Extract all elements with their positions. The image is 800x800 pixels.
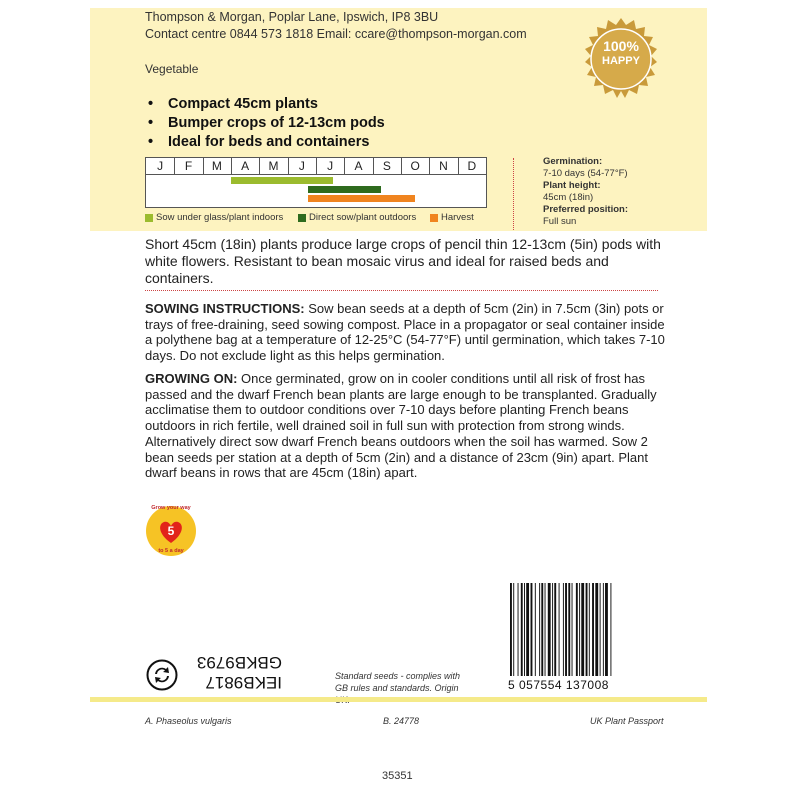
calendar-month: A — [241, 159, 250, 173]
species-name: A. Phaseolus vulgaris — [145, 716, 232, 726]
five-bottom-text: to 5 a day — [158, 548, 184, 554]
five-top-text: Grow your way — [151, 505, 191, 511]
calendar-month: O — [410, 159, 420, 173]
growing-text: Once germinated, grow on in cooler conditions until all risk of frost has passed and the dwarf French bean plants are large enough to be transplanted. Gradually acclimatise them to outdoor conditions over 7-10 days before planting French beans outdoors in rich fertile, well drained soil in full sun with protection from strong winds. Alternatively direct sow dwarf French beans outdoors when the soil has warmed. Sow 2 bean seeds per station at a depth of 5cm (2in) and a distance of 23cm (9in) apart. Plant dwarf beans in rows that are 45cm (18in) apart. — [145, 371, 657, 481]
calendar-month: M — [211, 159, 222, 173]
legend-item-harvest: Harvest — [430, 212, 474, 223]
recycle-icon — [146, 659, 178, 691]
height-label: Plant height: — [543, 180, 601, 191]
five-number: 5 — [167, 524, 175, 538]
position-value: Full sun — [543, 216, 577, 227]
germination-value: 7-10 days (54-77°F) — [543, 168, 628, 179]
happy-badge — [578, 18, 664, 104]
calendar-month: N — [439, 159, 448, 173]
legend-item-sow-outdoors: Direct sow/plant outdoors — [298, 212, 416, 223]
sowing-heading: SOWING INSTRUCTIONS: — [145, 301, 305, 316]
sowing-calendar — [145, 157, 487, 208]
calendar-month: J — [157, 159, 164, 173]
product-code-1: IEKB9817 — [205, 673, 282, 692]
feature-item: • Compact 45cm plants — [148, 96, 318, 112]
sowing-text: Sow bean seeds at a depth of 5cm (2in) in 7.5cm (3in) pots or trays of free-draining, seed sowing compost. Place in a propagator or seal container inside a polythene bag at a temperature of 12-25°C (54-77°F) until germination, which takes 7-10 days. Do not exclude light as this helps germination. — [145, 301, 665, 364]
section-divider — [145, 290, 658, 291]
height-value: 45cm (18in) — [543, 192, 594, 203]
calendar-month: S — [382, 159, 391, 173]
barcode-digits: 5 057554 137008 — [508, 678, 609, 692]
feature-item: • Bumper crops of 12-13cm pods — [148, 115, 385, 131]
legend-item-sow-indoors: Sow under glass/plant indoors — [145, 212, 283, 223]
calendar-month: J — [298, 159, 305, 173]
barcode — [508, 583, 658, 693]
product-description: Short 45cm (18in) plants produce large crops of pencil thin 12-13cm (5in) pods with white flowers. Resistant to bean mosaic virus and ideal for raised beds and containers. — [145, 236, 661, 286]
position-label: Preferred position: — [543, 204, 628, 215]
calendar-month: M — [268, 159, 279, 173]
barcode-bars — [508, 583, 658, 678]
company-address: Thompson & Morgan, Poplar Lane, Ipswich, IP8 3BU — [145, 10, 439, 24]
product-codes — [196, 652, 282, 692]
calendar-month: D — [467, 159, 477, 173]
badge-happy: HAPPY — [602, 55, 640, 67]
calendar-month: A — [354, 159, 363, 173]
footer-rule — [90, 697, 707, 702]
product-code-2: GBKB9793 — [196, 653, 282, 672]
feature-item: • Ideal for beds and containers — [148, 134, 370, 150]
calendar-bar — [308, 186, 382, 193]
calendar-bar — [308, 195, 416, 202]
sowing-instructions — [145, 301, 665, 364]
info-divider — [513, 158, 514, 230]
five-a-day-badge — [144, 504, 198, 558]
germination-label: Germination: — [543, 156, 603, 167]
calendar-month: F — [184, 159, 193, 173]
growing-instructions — [145, 371, 665, 481]
growing-heading: GROWING ON: — [145, 371, 238, 386]
contact-line: Contact centre 0844 573 1818 Email: ccare@thompson-morgan.com — [145, 27, 527, 41]
badge-percent: 100% — [603, 38, 639, 54]
plant-passport-label: UK Plant Passport — [590, 716, 664, 726]
page-code: 35351 — [382, 770, 413, 782]
calendar-bar — [231, 177, 333, 184]
standard-seeds-note: Standard seeds - complies with GB rules and standards. Origin — [335, 671, 461, 693]
category-label: Vegetable — [145, 62, 199, 76]
calendar-month: J — [327, 159, 334, 173]
plant-info — [543, 156, 628, 228]
b-number: B. 24778 — [383, 716, 420, 726]
